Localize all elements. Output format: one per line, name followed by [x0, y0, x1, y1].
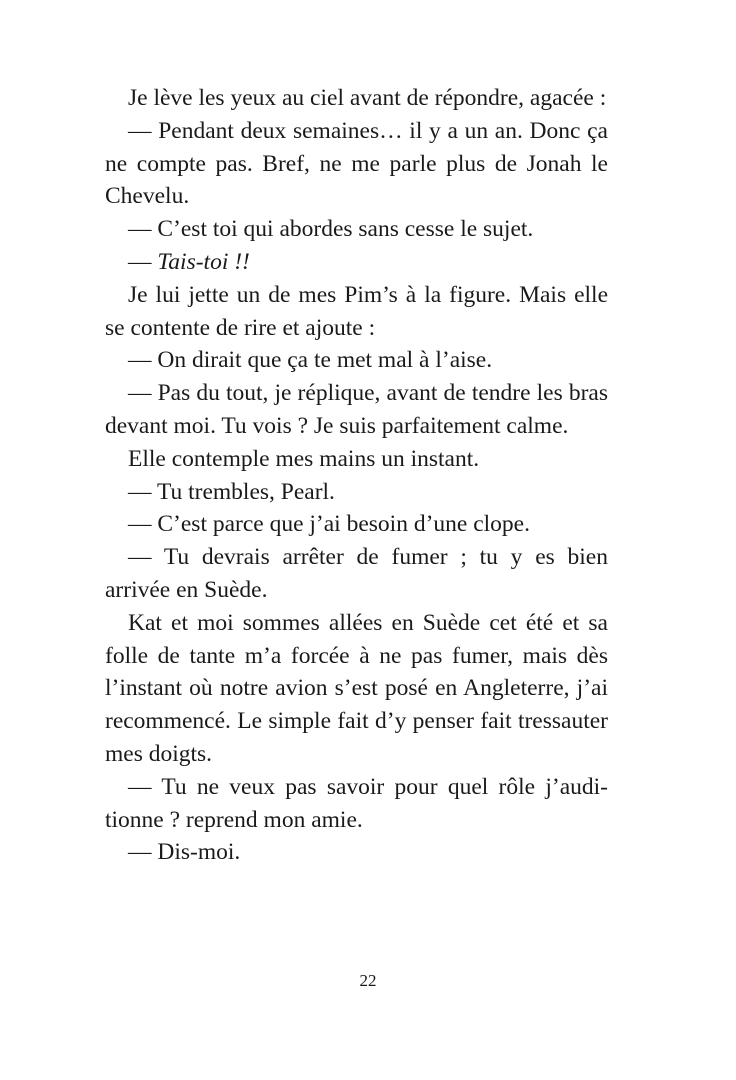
paragraph-12: Kat et moi sommes allées en Suède cet été et sa folle de tante m’a forcée à ne pas fumer, mais dès l’instant où notre avion s’est posé en Angleterre, j’ai recommencé. Le simple fait d’y penser fait tressauter mes doigts. [105, 609, 608, 767]
paragraph-8: Elle contemple mes mains un instant. [128, 445, 480, 472]
body-text [105, 82, 608, 869]
paragraph-2: — Pendant deux semaines… il y a un an. Donc ça ne compte pas. Bref, ne me parle plus de Jonah le Chevelu. [105, 117, 608, 210]
paragraph-11: — Tu devrais arrêter de fumer ; tu y es bien arrivée en Suède. [105, 544, 608, 603]
paragraph-5: Je lui jette un de mes Pim’s à la figure. Mais elle se contente de rire et ajoute : [105, 281, 608, 341]
paragraph-7: — Pas du tout, je réplique, avant de tendre les bras devant moi. Tu vois ? Je suis parfaitement calme. [105, 380, 608, 439]
dialogue-dash: — [128, 248, 158, 275]
paragraph-4 [105, 246, 608, 279]
paragraph-6: — On dirait que ça te met mal à l’aise. [128, 347, 493, 374]
paragraph-1: Je lève les yeux au ciel avant de répondre, agacée : [128, 85, 607, 111]
paragraph-3: — C’est toi qui abordes sans cesse le sujet. [128, 216, 534, 243]
paragraph-14: — Dis-moi. [128, 839, 241, 866]
italic-dialogue: Tais-toi !! [157, 248, 250, 275]
paragraph-10: — C’est parce que j’ai besoin d’une clope. [128, 511, 530, 538]
page-number: 22 [359, 971, 377, 990]
paragraph-13: — Tu ne veux pas savoir pour quel rôle j’auditionne ? reprend mon amie. [105, 773, 608, 833]
paragraph-9: — Tu trembles, Pearl. [128, 478, 335, 505]
